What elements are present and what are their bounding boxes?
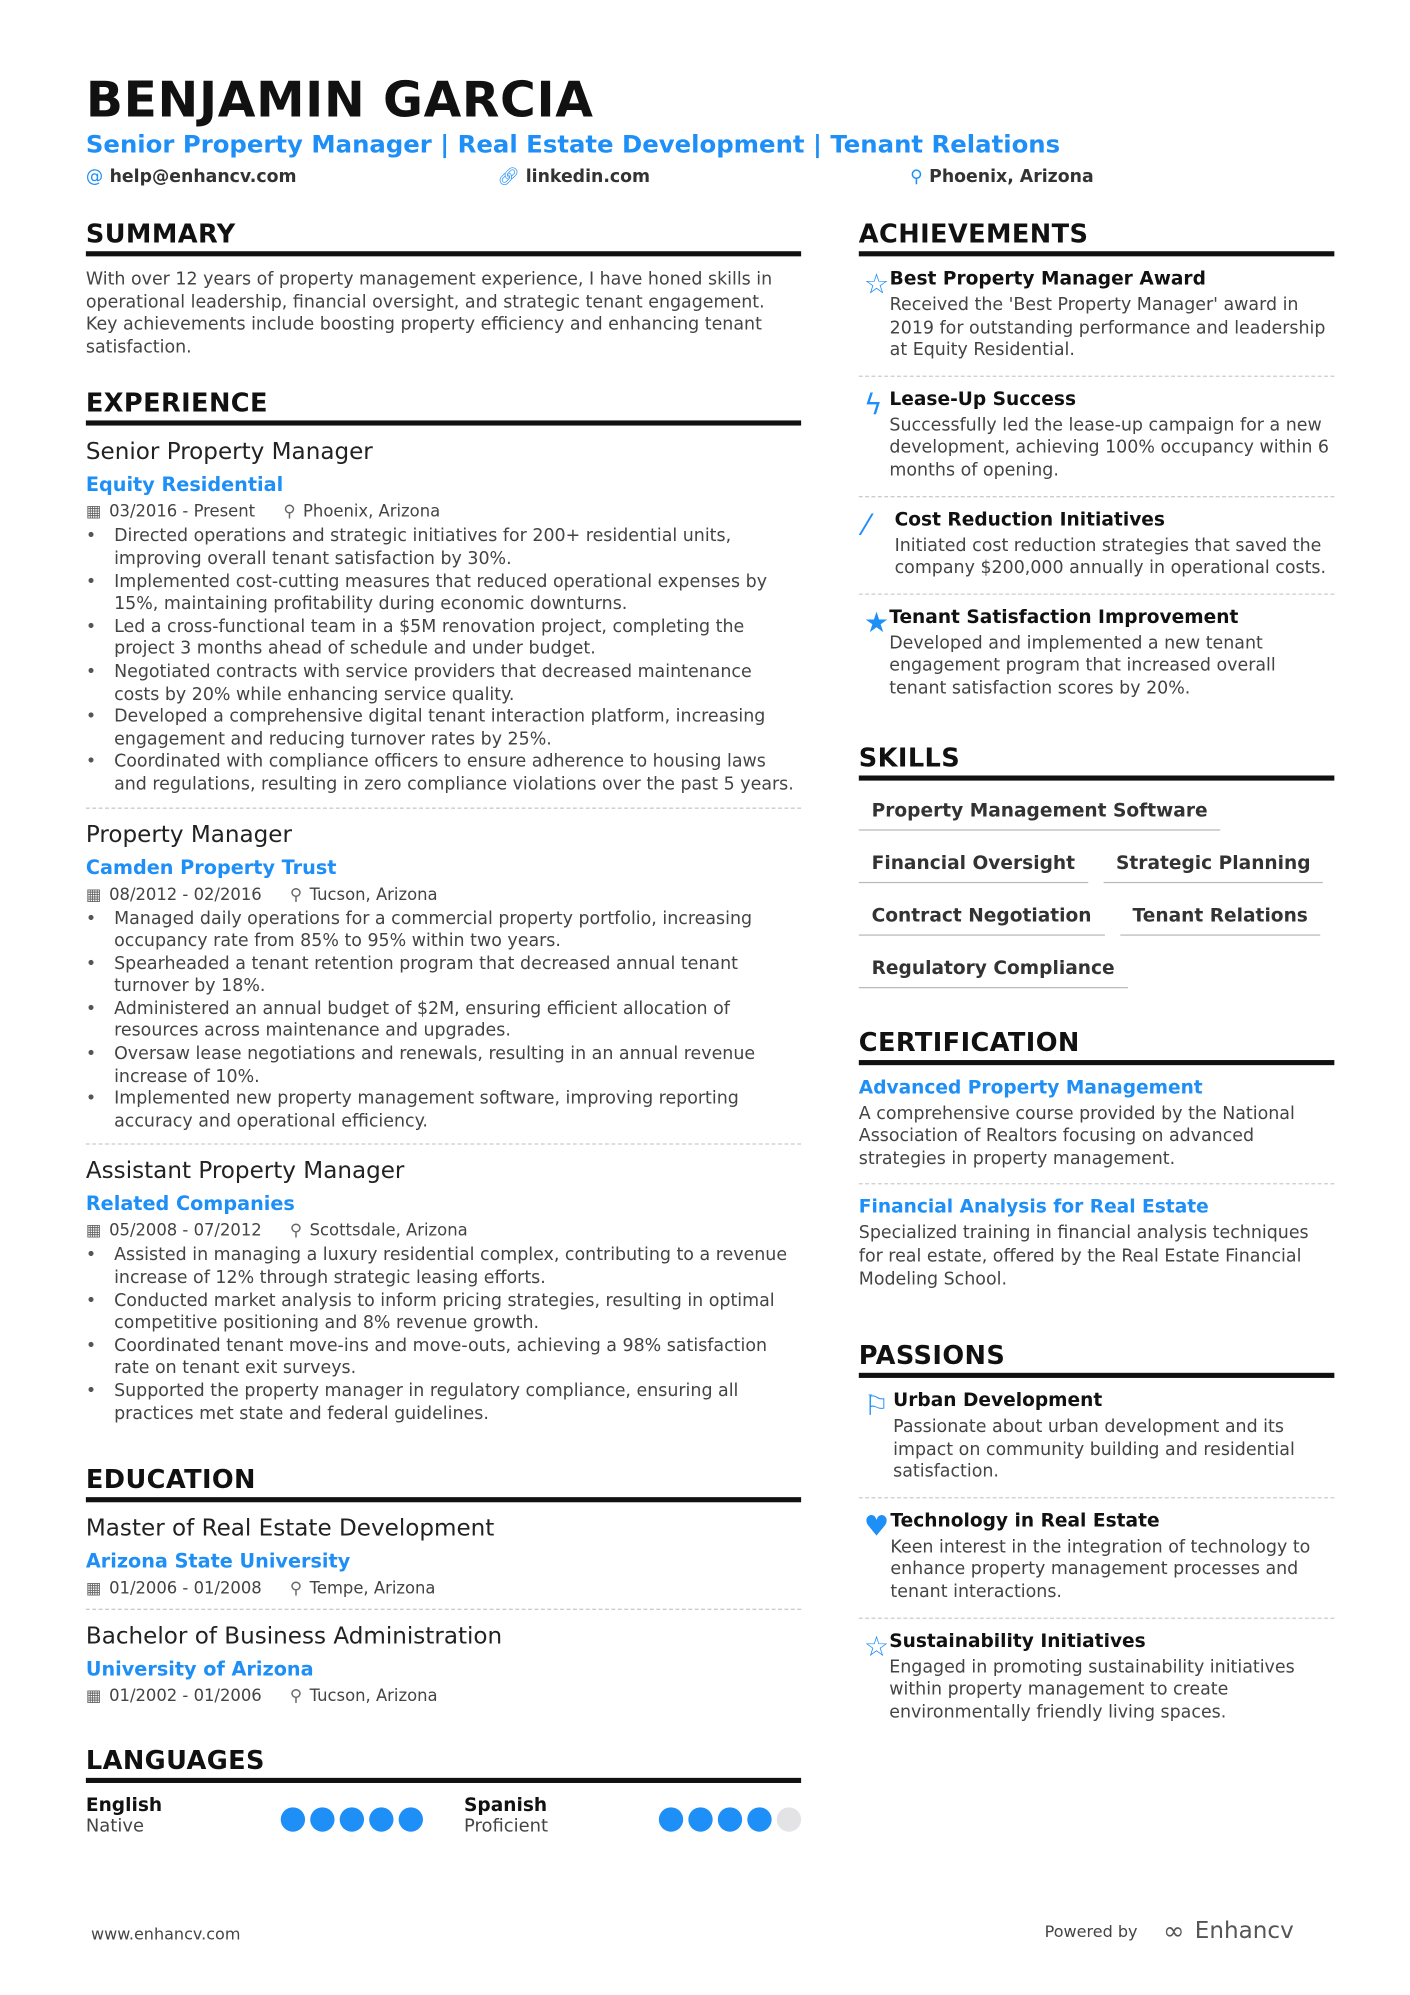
skill-tag: Property Management Software — [859, 795, 1221, 830]
section-title: PASSIONS — [859, 1340, 1335, 1378]
location-pin-icon: ⚲ — [910, 166, 923, 188]
entry-content — [893, 1391, 1334, 1484]
entry-description: Successfully led the lease-up campaign for a new development, achieving 100% occupancy within 6 months of opening. — [889, 415, 1330, 481]
section-title: CERTIFICATION — [859, 1026, 1335, 1064]
skill-tag: Tenant Relations — [1120, 901, 1321, 936]
location-text: Tempe, Arizona — [309, 1579, 436, 1599]
entry-content — [889, 607, 1334, 700]
entry-title: Sustainability Initiatives — [889, 1631, 1146, 1652]
entry-description: Received the 'Best Property Manager' award in 2019 for outstanding performance and leadership at Equity Residential. — [889, 294, 1326, 361]
language-level: Native — [85, 1816, 145, 1838]
left-column — [86, 218, 801, 1865]
certification-description: Specialized training in financial analysis techniques for real estate, offered by the Real Estate Financial Modeling School. — [858, 1223, 1309, 1289]
passions-section — [859, 1340, 1335, 1738]
certification-title[interactable]: Financial Analysis for Real Estate — [858, 1197, 1209, 1219]
bullet-item: • Supported the property manager in regulatory compliance, ensuring all practices met state and federal guidelines. — [86, 1380, 801, 1425]
calendar-icon: ▦ — [85, 1687, 102, 1707]
language-text — [86, 1796, 162, 1837]
passion-entry — [859, 1618, 1335, 1737]
location-contact — [910, 167, 1094, 188]
job-location — [290, 1579, 436, 1598]
flag-icon: ⚐ — [863, 1390, 890, 1423]
entry-title: Best Property Manager Award — [889, 269, 1206, 290]
location-text: Tucson, Arizona — [309, 1687, 438, 1707]
passion-entry — [859, 1378, 1335, 1498]
skill-tag: Strategic Planning — [1103, 848, 1323, 883]
date-text: 01/2002 - 01/2006 — [109, 1687, 262, 1707]
achievement-entry — [859, 256, 1335, 376]
job-title: Property Manager — [85, 820, 292, 848]
location-text: Phoenix, Arizona — [303, 502, 441, 523]
calendar-icon: ▦ — [85, 1222, 102, 1242]
link-icon: 🔗︎ — [497, 166, 520, 188]
location-pin-icon: ⚲ — [283, 502, 296, 523]
bullet-item: • Coordinated tenant move-ins and move-outs, achieving a 98% satisfaction rate on tenant exit surveys. — [86, 1335, 801, 1380]
bullet-item: • Oversaw lease negotiations and renewals, resulting in an annual revenue increase of 10%. — [86, 1043, 801, 1088]
footer-branding — [1045, 1915, 1294, 1946]
magic-wand-icon: ⁄ — [863, 509, 869, 542]
company-name[interactable]: Equity Residential — [85, 473, 284, 497]
language-name: English — [85, 1796, 163, 1817]
language-entry — [464, 1796, 801, 1837]
experience-entry — [86, 1145, 801, 1436]
bullet-list — [86, 908, 801, 1134]
date-location-row — [86, 1687, 801, 1706]
entry-content — [895, 510, 1335, 581]
date-location-row — [86, 885, 801, 904]
location-pin-icon: ⚲ — [289, 885, 302, 905]
email-contact[interactable] — [86, 167, 297, 188]
achievements-section — [859, 218, 1335, 713]
entry-description: Engaged in promoting sustainability initiatives within property management to create environmentally friendly living spaces. — [889, 1656, 1295, 1723]
entry-description: Initiated cost reduction strategies that saved the company $200,000 annually in operational costs. — [894, 535, 1327, 579]
entry-title: Urban Development — [893, 1390, 1103, 1412]
section-title: EDUCATION — [86, 1464, 801, 1502]
entry-title: Cost Reduction Initiatives — [894, 509, 1165, 531]
proficiency-dot — [747, 1808, 771, 1832]
achievement-entry — [859, 377, 1335, 497]
date-location-row — [86, 1579, 801, 1598]
entry-content — [890, 1511, 1334, 1604]
brand-text: Enhancv — [1194, 1916, 1294, 1944]
skills-section — [859, 742, 1335, 988]
bullet-item: • Coordinated with compliance officers to ensure adherence to housing laws and regulations, resulting in zero compliance violations over the past 5 years. — [86, 752, 801, 797]
bullet-item: • Led a cross-functional team in a $5M renovation project, completing the project 3 months ahead of schedule and under budget. — [86, 616, 801, 661]
education-section — [86, 1464, 801, 1717]
job-location — [290, 885, 438, 904]
entry-description: Passionate about urban development and its impact on community building and residential satisfaction. — [893, 1416, 1295, 1483]
star-half-icon: ★ — [863, 607, 890, 640]
entry-description: Developed and implemented a new tenant engagement program that increased overall tenant satisfaction scores by 20%. — [889, 632, 1276, 699]
bullet-item: • Developed a comprehensive digital tenant interaction platform, increasing engagement and reducing turnover rates by 25%. — [86, 706, 801, 751]
location-text: Phoenix, Arizona — [929, 166, 1094, 188]
date-range — [86, 1687, 262, 1706]
job-location — [290, 1222, 468, 1241]
bullet-list — [86, 526, 801, 797]
location-text: Scottsdale, Arizona — [309, 1222, 468, 1242]
section-title: SKILLS — [859, 742, 1335, 780]
lightning-icon: ϟ — [863, 389, 883, 422]
section-title: EXPERIENCE — [86, 388, 801, 426]
proficiency-dot — [281, 1808, 305, 1832]
entry-description: Keen interest in the integration of technology to enhance property management processes and tenant interactions. — [890, 1536, 1311, 1603]
date-text: 01/2006 - 01/2008 — [109, 1579, 262, 1599]
linkedin-text: linkedin.com — [525, 166, 651, 188]
entry-content — [889, 1631, 1334, 1724]
calendar-icon: ▦ — [85, 885, 102, 905]
date-location-row — [86, 1222, 801, 1241]
calendar-icon: ▦ — [85, 1579, 102, 1599]
skill-tag: Financial Oversight — [859, 848, 1088, 883]
skill-tag: Contract Negotiation — [859, 901, 1105, 936]
date-range — [86, 503, 255, 522]
entry-content — [890, 269, 1335, 362]
date-range — [86, 1222, 262, 1241]
heart-icon: ♥ — [863, 1511, 890, 1544]
achievement-entry — [859, 497, 1335, 595]
job-location — [283, 503, 440, 522]
achievement-entry — [859, 594, 1335, 713]
language-level: Proficient — [464, 1816, 549, 1838]
proficiency-dots — [659, 1808, 801, 1837]
bullet-item: • Conducted market analysis to inform pricing strategies, resulting in optimal competitive positioning and 8% revenue growth. — [86, 1290, 801, 1335]
bullet-list — [86, 1245, 801, 1425]
passion-entry — [859, 1498, 1335, 1618]
bullet-item: • Managed daily operations for a commercial property portfolio, increasing occupancy rate from 85% to 95% within two years. — [86, 908, 801, 953]
location-pin-icon: ⚲ — [289, 1579, 302, 1599]
company-name[interactable]: Camden Property Trust — [85, 855, 337, 879]
date-text: 03/2016 - Present — [109, 502, 256, 523]
proficiency-dot — [369, 1808, 393, 1832]
bullet-item: • Assisted in managing a luxury residential complex, contributing to a revenue increase of 12% through strategic leasing efforts. — [86, 1245, 801, 1290]
date-text: 05/2008 - 07/2012 — [109, 1222, 262, 1242]
experience-entry — [86, 426, 801, 808]
degree: Bachelor of Business Administration — [85, 1622, 503, 1650]
star-outline-icon: ☆ — [863, 1631, 890, 1664]
powered-by-text: Powered by — [1044, 1920, 1138, 1941]
school-name[interactable]: University of Arizona — [85, 1657, 314, 1681]
entry-title: Technology in Real Estate — [890, 1511, 1160, 1532]
entry-title: Lease-Up Success — [889, 389, 1077, 410]
certification-description: A comprehensive course provided by the National Association of Realtors focusing on advanced strategies in property management. — [858, 1103, 1295, 1169]
experience-section — [86, 388, 801, 1436]
entry-title: Tenant Satisfaction Improvement — [889, 607, 1239, 628]
candidate-name: BENJAMIN GARCIA — [85, 71, 594, 129]
certification-section — [859, 1026, 1335, 1304]
right-column — [859, 218, 1335, 1766]
location-text: Tucson, Arizona — [309, 885, 438, 905]
date-location-row — [86, 503, 801, 522]
skill-tag: Regulatory Compliance — [859, 953, 1128, 988]
bullet-item: • Implemented new property management software, improving reporting accuracy and operational efficiency. — [86, 1089, 801, 1134]
language-entry — [86, 1796, 423, 1837]
date-range — [86, 1579, 262, 1598]
job-location — [290, 1687, 438, 1706]
job-title: Assistant Property Manager — [85, 1158, 405, 1185]
languages-section — [86, 1745, 801, 1837]
proficiency-dot — [777, 1808, 801, 1832]
linkedin-contact[interactable] — [497, 167, 650, 188]
summary-text: With over 12 years of property management experience, I have honed skills in operational leadership, financial oversight, and strategic tenant engagement. Key achievements include boosting property efficiency and enhancing tenant satisfaction. — [85, 269, 773, 358]
enhancv-logo[interactable] — [1163, 1915, 1294, 1946]
date-range — [86, 885, 262, 904]
bullet-item: • Directed operations and strategic initiatives for 200+ residential units, improving overall tenant satisfaction by 30%. — [86, 526, 801, 571]
degree: Master of Real Estate Development — [85, 1515, 495, 1543]
date-text: 08/2012 - 02/2016 — [109, 885, 262, 905]
at-icon: @ — [85, 166, 104, 188]
proficiency-dot — [399, 1808, 423, 1832]
proficiency-dot — [688, 1808, 712, 1832]
proficiency-dot — [340, 1808, 364, 1832]
email-text: help@enhancv.com — [109, 166, 297, 188]
school-name[interactable]: Arizona State University — [85, 1549, 351, 1574]
bullet-item: • Negotiated contracts with service providers that decreased maintenance costs by 20% while enhancing service quality. — [86, 661, 801, 706]
proficiency-dots — [281, 1808, 423, 1837]
proficiency-dot — [659, 1808, 683, 1832]
enhancv-logo-icon: ∞ — [1163, 1915, 1185, 1946]
certification-entry — [859, 1065, 1335, 1185]
location-pin-icon: ⚲ — [289, 1687, 302, 1707]
bullet-item: • Implemented cost-cutting measures that reduced operational expenses by 15%, maintaining profitability during economic downturns. — [86, 571, 801, 616]
job-title: Senior Property Manager — [85, 438, 373, 466]
bullet-item: • Administered an annual budget of $2M, ensuring efficient allocation of resources across maintenance and upgrades. — [86, 998, 801, 1043]
certification-entry — [859, 1185, 1335, 1304]
proficiency-dot — [718, 1808, 742, 1832]
certification-title[interactable]: Advanced Property Management — [858, 1077, 1203, 1098]
bullet-item: • Spearheaded a tenant retention program that decreased annual tenant turnover by 18%. — [86, 953, 801, 998]
proficiency-dot — [310, 1808, 334, 1832]
company-name[interactable]: Related Companies — [85, 1192, 295, 1216]
summary-section — [86, 218, 801, 359]
language-text — [464, 1796, 548, 1837]
education-entry — [86, 1503, 801, 1611]
candidate-title: Senior Property Manager | Real Estate Development | Tenant Relations — [85, 130, 1061, 159]
footer-website[interactable]: www.enhancv.com — [91, 1923, 241, 1944]
calendar-icon: ▦ — [85, 502, 102, 523]
section-title: LANGUAGES — [86, 1745, 801, 1783]
entry-content — [889, 389, 1334, 482]
experience-entry — [86, 808, 801, 1145]
star-outline-icon: ☆ — [863, 269, 890, 302]
education-entry — [86, 1610, 801, 1716]
language-name: Spanish — [464, 1796, 548, 1817]
section-title: SUMMARY — [86, 218, 801, 256]
location-pin-icon: ⚲ — [289, 1222, 302, 1242]
section-title: ACHIEVEMENTS — [859, 218, 1335, 256]
